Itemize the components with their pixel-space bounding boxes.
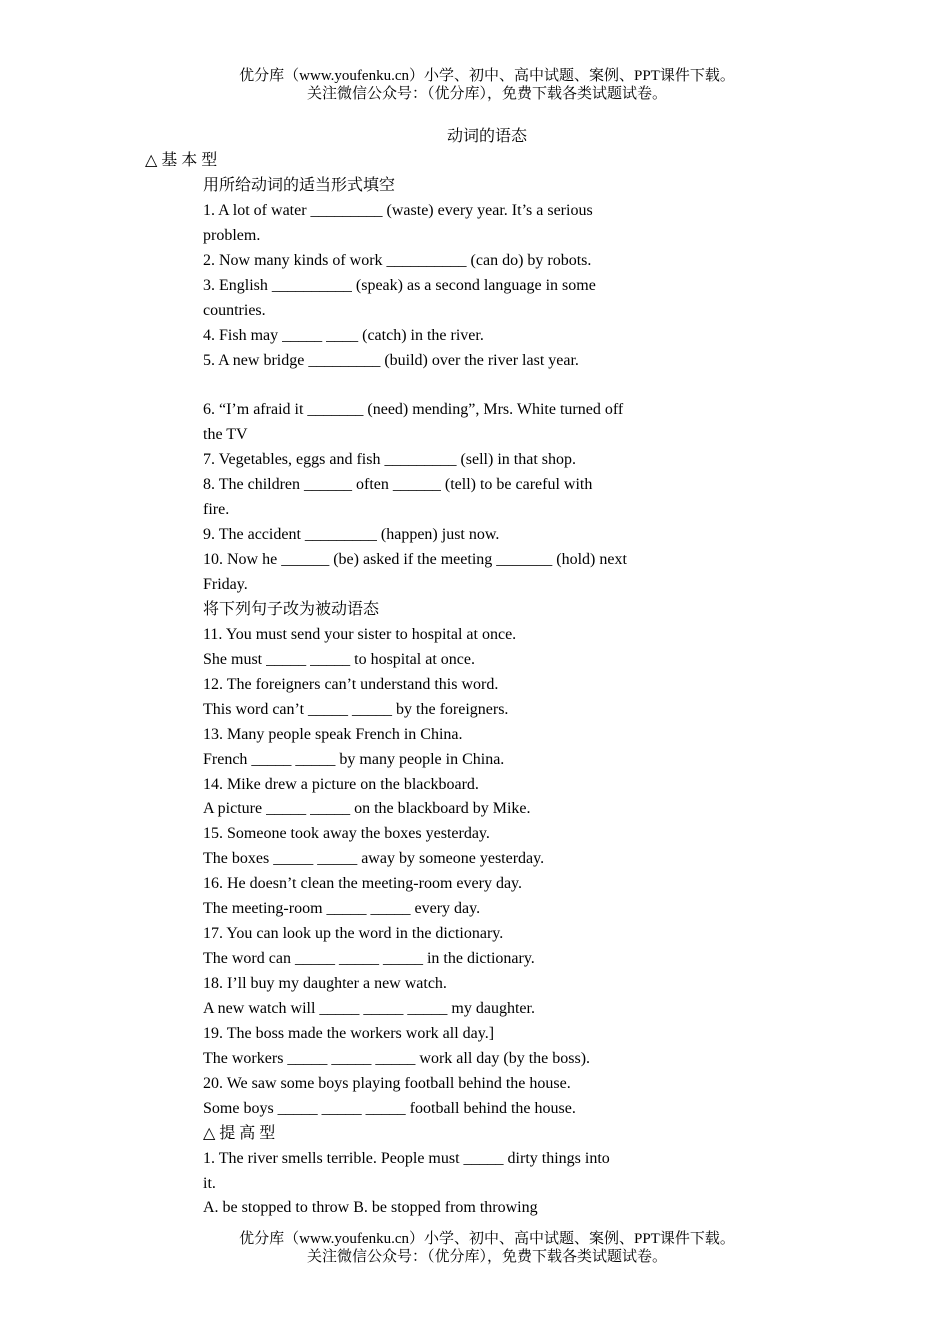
question-line: 6. “I’m afraid it _______ (need) mending”, Mrs. White turned off: [203, 401, 624, 419]
footer-line-2: 关注微信公众号：（优分库），免费下载各类试题试卷。: [306, 1249, 667, 1265]
instruction-fill-blank: 用所给动词的适当形式填空: [203, 177, 396, 194]
question-line: 12. The foreigners can’t understand this word.: [203, 675, 499, 693]
answer-line: She must _____ _____ to hospital at once.: [203, 650, 475, 668]
answer-line: A new watch will _____ _____ _____ my daughter.: [203, 999, 535, 1017]
question-line: the TV: [203, 426, 248, 444]
instruction-passive-voice: 将下列句子改为被动语态: [203, 600, 380, 618]
section-heading-advanced: △提高型: [203, 1124, 280, 1142]
answer-line: Some boys _____ _____ _____ football behind the house.: [203, 1099, 576, 1117]
answer-line: The meeting-room _____ _____ every day.: [203, 900, 481, 918]
question-line: 14. Mike drew a picture on the blackboard.: [203, 775, 479, 793]
header-line-1: 优分库（www.youfenku.cn）小学、初中、高中试题、案例、PPT课件下载。: [239, 68, 735, 84]
question-line: 17. You can look up the word in the dictionary.: [203, 925, 504, 943]
question-line: 8. The children ______ often ______ (tell) to be careful with: [203, 476, 593, 494]
question-line: 20. We saw some boys playing football behind the house.: [203, 1074, 571, 1092]
question-line: 2. Now many kinds of work __________ (can do) by robots.: [203, 251, 592, 269]
answer-line: The word can _____ _____ _____ in the dictionary.: [203, 950, 535, 968]
answer-line: French _____ _____ by many people in China.: [203, 750, 505, 768]
answer-options: A. be stopped to throw B. be stopped from throwing: [203, 1199, 538, 1217]
question-line: countries.: [203, 301, 266, 319]
section-heading-basic: △基本型: [145, 152, 222, 169]
question-line: it.: [203, 1174, 216, 1192]
question-line: 15. Someone took away the boxes yesterday.: [203, 825, 490, 843]
footer-line-1: 优分库（www.youfenku.cn）小学、初中、高中试题、案例、PPT课件下载。: [239, 1231, 735, 1247]
page-title: 动词的语态: [446, 128, 527, 145]
question-line: 10. Now he ______ (be) asked if the meeting _______ (hold) next: [203, 551, 627, 569]
question-line: 19. The boss made the workers work all day.]: [203, 1024, 495, 1042]
page-footer: [0, 1230, 950, 1266]
header-line-2: 关注微信公众号：（优分库），免费下载各类试题试卷。: [306, 86, 667, 102]
question-line: 9. The accident _________ (happen) just now.: [203, 526, 500, 544]
question-line: 18. I’ll buy my daughter a new watch.: [203, 975, 447, 992]
question-line: 1. A lot of water _________ (waste) every year. It’s a serious: [203, 201, 593, 219]
question-line: 7. Vegetables, eggs and fish _________ (sell) in that shop.: [203, 451, 576, 469]
question-line: 11. You must send your sister to hospital at once.: [203, 625, 517, 643]
question-line: Friday.: [203, 576, 248, 593]
question-line: 16. He doesn’t clean the meeting-room every day.: [203, 875, 522, 893]
question-line: 3. English __________ (speak) as a second language in some: [203, 276, 596, 294]
page-header: [0, 67, 950, 103]
answer-line: A picture _____ _____ on the blackboard by Mike.: [203, 800, 531, 818]
answer-line: The workers _____ _____ _____ work all day (by the boss).: [203, 1049, 591, 1067]
question-line: fire.: [203, 501, 230, 519]
question-line: 5. A new bridge _________ (build) over the river last year.: [203, 351, 579, 369]
blank-line: [203, 374, 653, 399]
answer-line: The boxes _____ _____ away by someone yesterday.: [203, 850, 545, 868]
question-line: 4. Fish may _____ ____ (catch) in the river.: [203, 326, 484, 344]
question-line: problem.: [203, 226, 261, 244]
question-line: 13. Many people speak French in China.: [203, 725, 463, 743]
question-line: 1. The river smells terrible. People must _____ dirty things into: [203, 1149, 610, 1167]
answer-line: This word can’t _____ _____ by the foreigners.: [203, 700, 509, 718]
exercise-content: [203, 174, 653, 1221]
